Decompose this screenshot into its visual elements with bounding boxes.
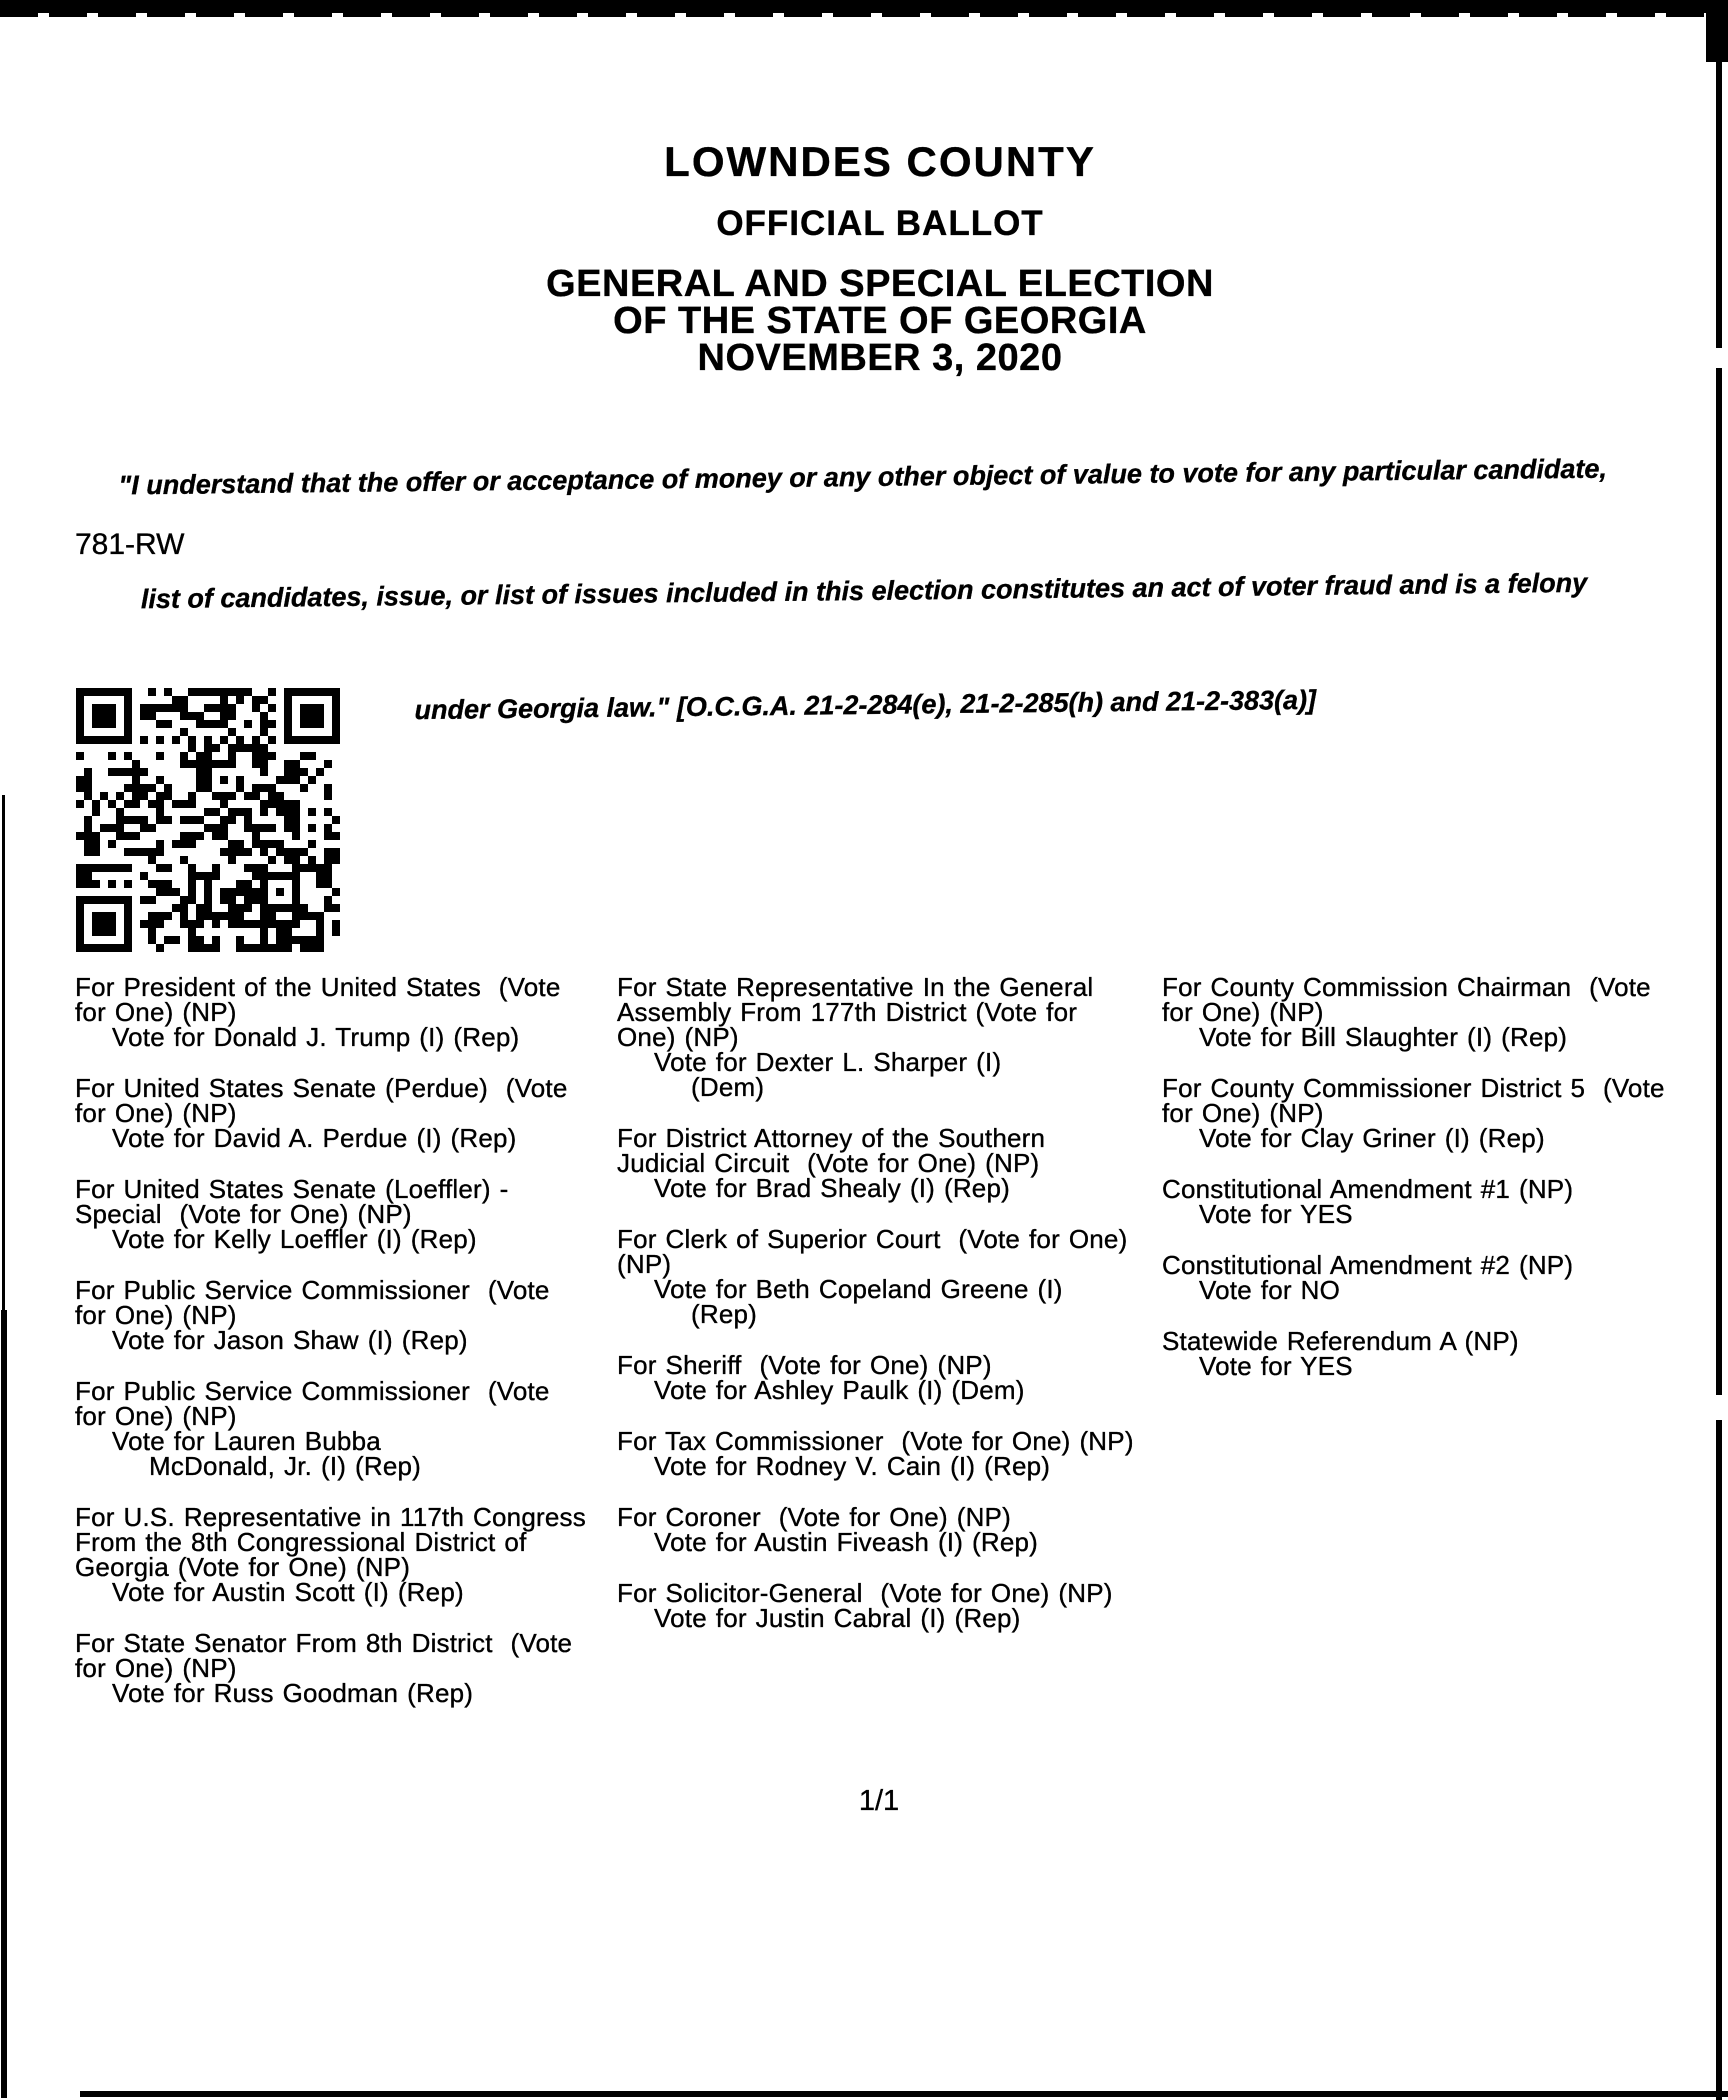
qr-code-icon bbox=[76, 688, 340, 952]
vote-line: Vote for Donald J. Trump (I) (Rep) bbox=[112, 1022, 520, 1052]
contest-title-line: For Public Service Commissioner (Vote bbox=[75, 1275, 550, 1305]
contest-title-line: for One) (NP) bbox=[75, 1653, 237, 1683]
contest-title-line: For County Commission Chairman (Vote bbox=[1162, 972, 1651, 1002]
contest-title-line: For District Attorney of the Southern bbox=[617, 1123, 1046, 1153]
contest bbox=[617, 972, 1187, 1102]
contest-title-line: For State Representative In the General bbox=[617, 972, 1094, 1002]
contest-title-line: For Coroner (Vote for One) (NP) bbox=[617, 1502, 1011, 1532]
vote-line: Vote for NO bbox=[1199, 1275, 1341, 1305]
ballot-column-3 bbox=[1162, 972, 1728, 1405]
ballot-header bbox=[60, 138, 1700, 377]
contest bbox=[1162, 1073, 1728, 1153]
fraud-notice-line: list of candidates, issue, or list of issues included in this election constitutes an act of voter fraud and is a felony bbox=[140, 567, 1588, 615]
fraud-notice-line: under Georgia law." [O.C.G.A. 21-2-284(e), 21-2-285(h) and 21-2-383(a)] bbox=[414, 684, 1317, 726]
contest-title-line: From the 8th Congressional District of bbox=[75, 1527, 527, 1557]
contest bbox=[75, 1275, 645, 1355]
scan-edge-left bbox=[2, 795, 5, 1310]
election-title-line: GENERAL AND SPECIAL ELECTION bbox=[546, 263, 1214, 305]
scan-edge-right bbox=[1716, 1420, 1722, 2100]
contest bbox=[75, 1628, 645, 1708]
vote-line: Vote for Rodney V. Cain (I) (Rep) bbox=[654, 1451, 1051, 1481]
contest-title-line: For State Senator From 8th District (Vote bbox=[75, 1628, 573, 1658]
ballot-type-title: OFFICIAL BALLOT bbox=[716, 204, 1044, 243]
contest-title-line: for One) (NP) bbox=[75, 1401, 237, 1431]
contest-title-line: For United States Senate (Perdue) (Vote bbox=[75, 1073, 568, 1103]
contest-title-line: For United States Senate (Loeffler) - bbox=[75, 1174, 509, 1204]
contest-title-line: Assembly From 177th District (Vote for bbox=[617, 997, 1078, 1027]
vote-line: Vote for Lauren Bubba bbox=[112, 1426, 381, 1456]
vote-line: (Rep) bbox=[691, 1299, 758, 1329]
contest-title-line: Constitutional Amendment #1 (NP) bbox=[1162, 1174, 1574, 1204]
vote-line: Vote for YES bbox=[1199, 1199, 1353, 1229]
vote-line: Vote for Austin Scott (I) (Rep) bbox=[112, 1577, 464, 1607]
contest-title-line: for One) (NP) bbox=[1162, 997, 1324, 1027]
vote-line: Vote for Dexter L. Sharper (I) bbox=[654, 1047, 1002, 1077]
contest bbox=[75, 1174, 645, 1254]
scan-edge-right bbox=[1716, 0, 1722, 348]
ballot-column-1 bbox=[75, 972, 645, 1732]
election-title bbox=[60, 263, 1700, 379]
contest-title-line: For Sheriff (Vote for One) (NP) bbox=[617, 1350, 992, 1380]
contest bbox=[617, 1578, 1187, 1633]
contest-title-line: for One) (NP) bbox=[75, 997, 237, 1027]
contest bbox=[1162, 1250, 1728, 1305]
scan-edge-top-ragged bbox=[0, 13, 1728, 17]
scan-edge-left bbox=[1, 1310, 7, 2098]
contest-title-line: One) (NP) bbox=[617, 1022, 739, 1052]
vote-line: Vote for Clay Griner (I) (Rep) bbox=[1199, 1123, 1545, 1153]
contest bbox=[75, 1502, 645, 1607]
vote-line: Vote for Kelly Loeffler (I) (Rep) bbox=[112, 1224, 477, 1254]
vote-line: Vote for David A. Perdue (I) (Rep) bbox=[112, 1123, 517, 1153]
contest bbox=[617, 1224, 1187, 1329]
vote-line: Vote for Justin Cabral (I) (Rep) bbox=[654, 1603, 1021, 1633]
contest bbox=[75, 972, 645, 1052]
contest bbox=[617, 1350, 1187, 1405]
contest bbox=[1162, 1326, 1728, 1381]
fraud-notice-line: "I understand that the offer or acceptance of money or any other object of value to vote for any particular candidate, bbox=[118, 453, 1608, 501]
contest-title-line: For Solicitor-General (Vote for One) (NP) bbox=[617, 1578, 1113, 1608]
vote-line: McDonald, Jr. (I) (Rep) bbox=[149, 1451, 422, 1481]
contest bbox=[617, 1426, 1187, 1481]
vote-line: (Dem) bbox=[691, 1072, 765, 1102]
contest-title-line: For Tax Commissioner (Vote for One) (NP) bbox=[617, 1426, 1134, 1456]
qr-code-icon bbox=[76, 688, 340, 952]
contest-title-line: Constitutional Amendment #2 (NP) bbox=[1162, 1250, 1574, 1280]
ballot-column-2 bbox=[617, 972, 1187, 1657]
contest bbox=[617, 1123, 1187, 1203]
election-title-line: OF THE STATE OF GEORGIA bbox=[613, 300, 1147, 342]
contest-title-line: Special (Vote for One) (NP) bbox=[75, 1199, 412, 1229]
contest-title-line: Georgia (Vote for One) (NP) bbox=[75, 1552, 411, 1582]
contest bbox=[1162, 972, 1728, 1052]
county-title: LOWNDES COUNTY bbox=[664, 138, 1096, 185]
scan-edge-top bbox=[0, 0, 1728, 13]
vote-line: Vote for Russ Goodman (Rep) bbox=[112, 1678, 474, 1708]
contest bbox=[1162, 1174, 1728, 1229]
contest-title-line: for One) (NP) bbox=[75, 1300, 237, 1330]
contest-title-line: for One) (NP) bbox=[1162, 1098, 1324, 1128]
contest-title-line: For President of the United States (Vote bbox=[75, 972, 561, 1002]
precinct-code: 781-RW bbox=[75, 528, 185, 561]
contest bbox=[617, 1502, 1187, 1557]
contest bbox=[75, 1376, 645, 1481]
contest-title-line: for One) (NP) bbox=[75, 1098, 237, 1128]
vote-line: Vote for Beth Copeland Greene (I) bbox=[654, 1274, 1063, 1304]
page-number: 1/1 bbox=[858, 1785, 900, 1817]
contest-title-line: For U.S. Representative in 117th Congress bbox=[75, 1502, 586, 1532]
contest-title-line: Judicial Circuit (Vote for One) (NP) bbox=[617, 1148, 1040, 1178]
contest-title-line: Statewide Referendum A (NP) bbox=[1162, 1326, 1519, 1356]
scan-edge-bottom bbox=[80, 2091, 1728, 2097]
contest-title-line: For Clerk of Superior Court (Vote for One) bbox=[617, 1224, 1128, 1254]
contest-title-line: (NP) bbox=[617, 1249, 672, 1279]
vote-line: Vote for Brad Shealy (I) (Rep) bbox=[654, 1173, 1010, 1203]
vote-line: Vote for Jason Shaw (I) (Rep) bbox=[112, 1325, 468, 1355]
vote-line: Vote for Bill Slaughter (I) (Rep) bbox=[1199, 1022, 1568, 1052]
election-date: NOVEMBER 3, 2020 bbox=[697, 337, 1063, 379]
vote-line: Vote for Austin Fiveash (I) (Rep) bbox=[654, 1527, 1039, 1557]
contest-title-line: For Public Service Commissioner (Vote bbox=[75, 1376, 550, 1406]
vote-line: Vote for YES bbox=[1199, 1351, 1353, 1381]
contest-title-line: For County Commissioner District 5 (Vote bbox=[1162, 1073, 1665, 1103]
vote-line: Vote for Ashley Paulk (I) (Dem) bbox=[654, 1375, 1025, 1405]
contest bbox=[75, 1073, 645, 1153]
